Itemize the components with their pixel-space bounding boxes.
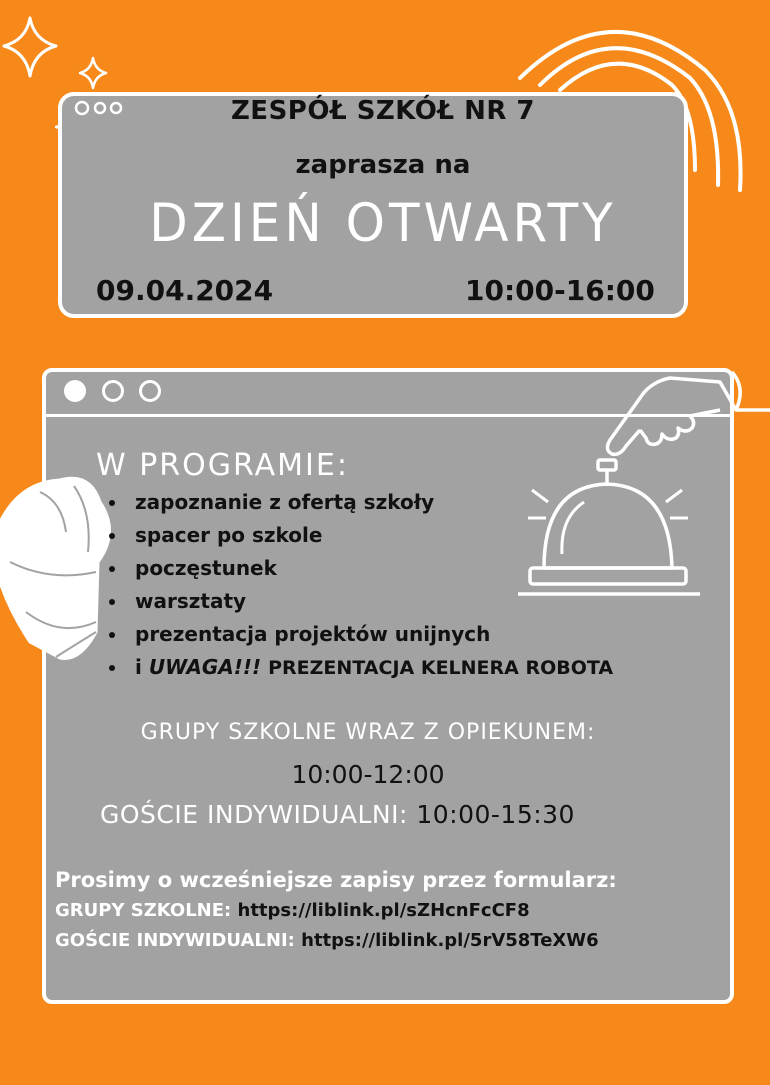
groups-registration-label: GRUPY SZKOLNE: — [55, 900, 232, 921]
chef-hat-icon — [0, 462, 120, 672]
school-name: ZESPÓŁ SZKÓŁ NR 7 — [230, 96, 536, 126]
invite-text: zaprasza na — [295, 150, 471, 180]
robot-presentation-text: PREZENTACJA KELNERA ROBOTA — [268, 657, 614, 679]
program-list — [107, 486, 613, 684]
warning-text: UWAGA!!! — [148, 655, 262, 679]
individual-registration-link[interactable]: https://liblink.pl/5rV58TeXW6 — [301, 930, 599, 951]
event-title: DZIEŃ OTWARTY — [149, 192, 617, 254]
program-heading: W PROGRAMIE: — [96, 448, 349, 483]
window-dot-icon — [64, 380, 86, 402]
event-date: 09.04.2024 — [96, 274, 274, 307]
item-prefix: i — [135, 655, 142, 679]
window-dot-icon — [102, 380, 124, 402]
individual-visitors — [100, 800, 575, 829]
individual-registration-label: GOŚCIE INDYWIDUALNI: — [55, 930, 295, 951]
groups-registration-link[interactable]: https://liblink.pl/sZHcnFcCF8 — [237, 900, 530, 921]
list-item: spacer po szkole — [107, 519, 613, 552]
individual-label: GOŚCIE INDYWIDUALNI: — [100, 800, 408, 829]
individual-time: 10:00-15:30 — [416, 800, 575, 829]
groups-registration — [55, 900, 530, 921]
list-item: prezentacja projektów unijnych — [107, 618, 613, 651]
event-time: 10:00-16:00 — [465, 274, 655, 307]
list-item: poczęstunek — [107, 552, 613, 585]
groups-label: GRUPY SZKOLNE WRAZ Z OPIEKUNEM: — [140, 720, 596, 745]
groups-time: 10:00-12:00 — [291, 760, 445, 789]
list-item: zapoznanie z ofertą szkoły — [107, 486, 613, 519]
list-item: warsztaty — [107, 585, 613, 618]
list-item — [107, 651, 613, 684]
registration-intro: Prosimy o wcześniejsze zapisy przez formularz: — [55, 868, 617, 892]
individual-registration — [55, 930, 599, 951]
window-dot-icon — [139, 380, 161, 402]
